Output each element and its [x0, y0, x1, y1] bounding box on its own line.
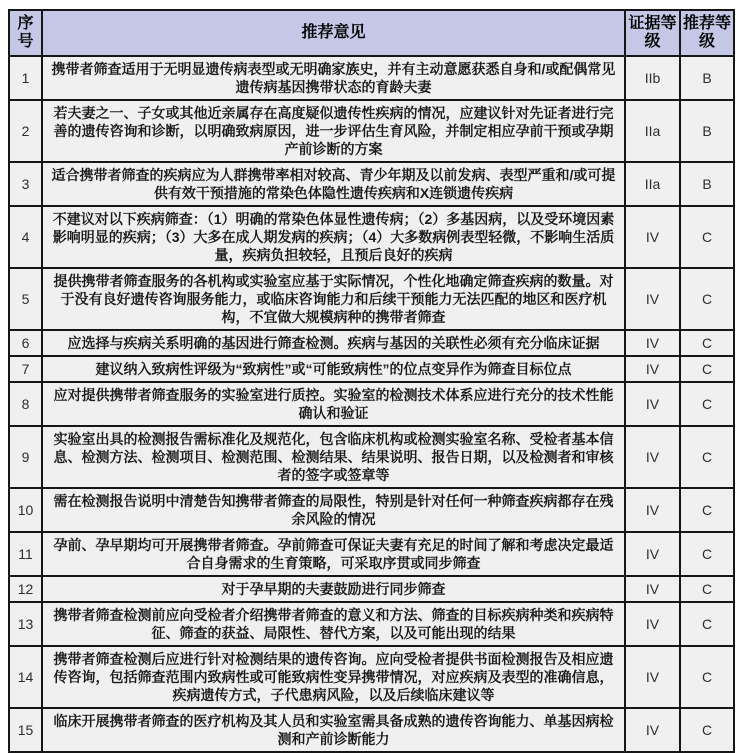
table-row	[9, 268, 734, 330]
row-number-cell: 14	[9, 646, 42, 708]
table-row	[9, 602, 734, 646]
recommendation-cell: 携带者筛查检测后应进行针对检测结果的遗传咨询。应向受检者提供书面检测报告及相应遗传咨询，包括筛查范围内致病性或可能致病性变异携带情况，对应疾病及表型的准确信息，疾病遗传方式，子代患病风险，以及后续临床建议等	[42, 646, 625, 708]
recommendation-grade-cell: B	[680, 100, 734, 162]
recommendation-cell: 提供携带者筛查服务的各机构或实验室应基于实际情况，个性化地确定筛查疾病的数量。对于没有良好遗传咨询服务能力，或临床咨询能力和后续干预能力无法匹配的地区和医疗机构，不宜做大规模病种的携带者筛查	[42, 268, 625, 330]
table-row	[9, 330, 734, 356]
table-row	[9, 646, 734, 708]
col-header-recommendation: 推荐意见	[42, 10, 625, 56]
col-header-serial-number: 序号	[9, 10, 42, 56]
evidence-level-cell: IV	[625, 708, 680, 752]
recommendation-cell: 应对提供携带者筛查服务的实验室进行质控。实验室的检测技术体系应进行充分的技术性能确认和验证	[42, 382, 625, 426]
table-row	[9, 162, 734, 206]
row-number-cell: 10	[9, 488, 42, 532]
evidence-level-cell: IV	[625, 488, 680, 532]
recommendation-grade-cell: C	[680, 646, 734, 708]
col-header-recommendation-grade: 推荐等级	[680, 10, 734, 56]
table-row	[9, 532, 734, 576]
table-row	[9, 426, 734, 488]
recommendation-cell: 若夫妻之一、子女或其他近亲属存在高度疑似遗传性疾病的情况，应建议针对先证者进行完善的遗传咨询和诊断，以明确致病原因，进一步评估生育风险，并制定相应孕前干预或孕期产前诊断的方案	[42, 100, 625, 162]
recommendation-cell: 携带者筛查适用于无明显遗传病表型或无明确家族史，并有主动意愿获悉自身和/或配偶常见遗传病基因携带状态的育龄夫妻	[42, 56, 625, 100]
row-number-cell: 6	[9, 330, 42, 356]
row-number-cell: 9	[9, 426, 42, 488]
recommendation-cell: 不建议对以下疾病筛查：（1）明确的常染色体显性遗传病；（2）多基因病，以及受环境因素影响明显的疾病；（3）大多在成人期发病的疾病；（4）大多数病例表型轻微，不影响生活质量，疾病负担较轻，且预后良好的疾病	[42, 206, 625, 268]
table-row	[9, 382, 734, 426]
table-row	[9, 576, 734, 602]
row-number-cell: 3	[9, 162, 42, 206]
evidence-level-cell: IV	[625, 532, 680, 576]
recommendation-grade-cell: C	[680, 426, 734, 488]
row-number-cell: 1	[9, 56, 42, 100]
table-row	[9, 206, 734, 268]
recommendation-cell: 建议纳入致病性评级为“致病性”或“可能致病性”的位点变异作为筛查目标位点	[42, 356, 625, 382]
evidence-level-cell: IV	[625, 426, 680, 488]
recommendation-grade-cell: C	[680, 382, 734, 426]
row-number-cell: 11	[9, 532, 42, 576]
recommendation-cell: 临床开展携带者筛查的医疗机构及其人员和实验室需具备成熟的遗传咨询能力、单基因病检测和产前诊断能力	[42, 708, 625, 752]
recommendation-cell: 应选择与疾病关系明确的基因进行筛查检测。疾病与基因的关联性必须有充分临床证据	[42, 330, 625, 356]
row-number-cell: 2	[9, 100, 42, 162]
evidence-level-cell: IIa	[625, 100, 680, 162]
recommendation-cell: 携带者筛查检测前应向受检者介绍携带者筛查的意义和方法、筛查的目标疾病种类和疾病特征、筛查的获益、局限性、替代方案，以及可能出现的结果	[42, 602, 625, 646]
row-number-cell: 7	[9, 356, 42, 382]
recommendations-table	[8, 9, 735, 753]
recommendation-grade-cell: C	[680, 532, 734, 576]
evidence-level-cell: IV	[625, 356, 680, 382]
recommendation-grade-cell: C	[680, 602, 734, 646]
row-number-cell: 4	[9, 206, 42, 268]
row-number-cell: 5	[9, 268, 42, 330]
evidence-level-cell: IV	[625, 268, 680, 330]
col-header-evidence-level: 证据等级	[625, 10, 680, 56]
row-number-cell: 8	[9, 382, 42, 426]
evidence-level-cell: IV	[625, 576, 680, 602]
recommendation-grade-cell: C	[680, 268, 734, 330]
recommendation-cell: 需在检测报告说明中清楚告知携带者筛查的局限性，特别是针对任何一种筛查疾病都存在残余风险的情况	[42, 488, 625, 532]
evidence-level-cell: IV	[625, 382, 680, 426]
table-row	[9, 708, 734, 752]
recommendation-grade-cell: C	[680, 330, 734, 356]
evidence-level-cell: IV	[625, 602, 680, 646]
evidence-level-cell: IV	[625, 206, 680, 268]
table-row	[9, 100, 734, 162]
recommendations-table-container	[8, 9, 733, 753]
table-row	[9, 356, 734, 382]
evidence-level-cell: IIa	[625, 162, 680, 206]
recommendation-grade-cell: C	[680, 576, 734, 602]
recommendation-cell: 适合携带者筛查的疾病应为人群携带率相对较高、青少年期及以前发病、表型严重和/或可提供有效干预措施的常染色体隐性遗传疾病和X连锁遗传疾病	[42, 162, 625, 206]
table-row	[9, 488, 734, 532]
recommendation-grade-cell: C	[680, 708, 734, 752]
row-number-cell: 15	[9, 708, 42, 752]
recommendation-cell: 实验室出具的检测报告需标准化及规范化，包含临床机构或检测实验室名称、受检者基本信息、检测方法、检测项目、检测范围、检测结果、结果说明、报告日期，以及检测者和审核者的签字或签章等	[42, 426, 625, 488]
recommendation-cell: 孕前、孕早期均可开展携带者筛查。孕前筛查可保证夫妻有充足的时间了解和考虑决定最适合自身需求的生育策略，可采取序贯或同步筛查	[42, 532, 625, 576]
header-row	[9, 10, 734, 56]
table-row	[9, 56, 734, 100]
recommendation-grade-cell: B	[680, 56, 734, 100]
evidence-level-cell: IV	[625, 330, 680, 356]
evidence-level-cell: IIb	[625, 56, 680, 100]
recommendation-grade-cell: C	[680, 488, 734, 532]
row-number-cell: 13	[9, 602, 42, 646]
recommendation-grade-cell: C	[680, 356, 734, 382]
recommendation-cell: 对于孕早期的夫妻鼓励进行同步筛查	[42, 576, 625, 602]
recommendation-grade-cell: C	[680, 206, 734, 268]
evidence-level-cell: IV	[625, 646, 680, 708]
row-number-cell: 12	[9, 576, 42, 602]
recommendation-grade-cell: B	[680, 162, 734, 206]
